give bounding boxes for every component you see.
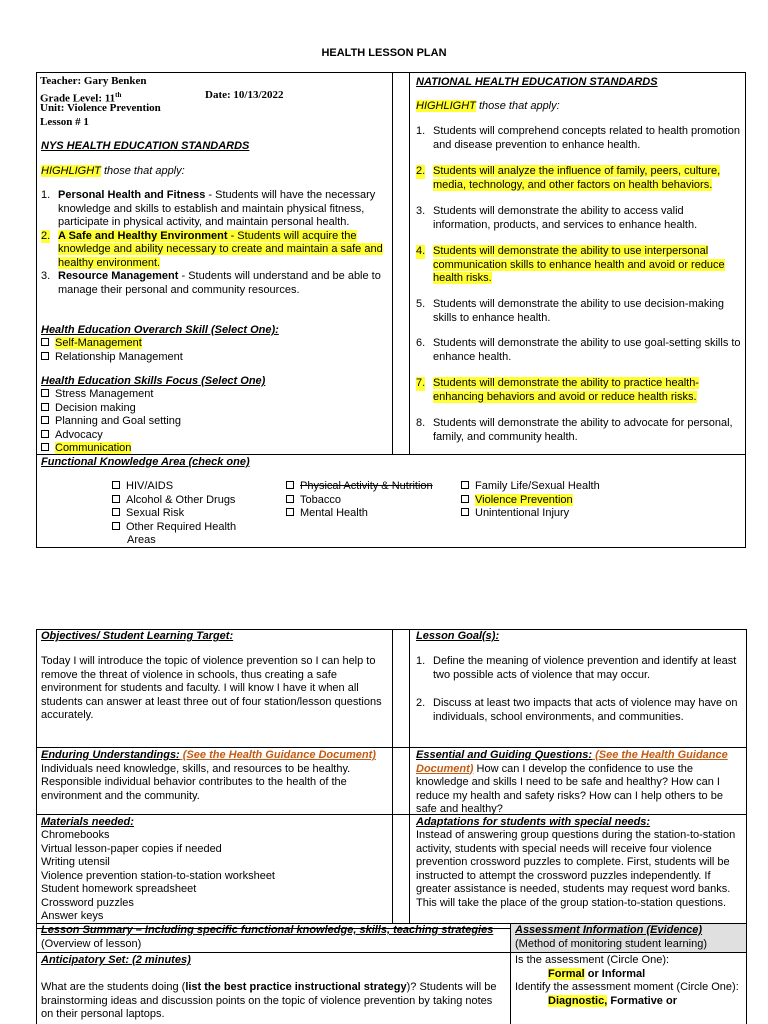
functional-col-3	[461, 480, 600, 521]
nys-standards-list	[41, 189, 386, 297]
materials-list	[41, 829, 275, 924]
functional-col-1	[112, 480, 277, 548]
materials-heading: Materials needed:	[41, 816, 134, 828]
checkbox-icon	[41, 430, 49, 438]
area-physical-activity[interactable]: Physical Activity & Nutrition	[286, 480, 433, 494]
lesson-goal-1: 1. Define the meaning of violence prevention and identify at least two possible acts of violence that may occur.	[416, 655, 737, 681]
teacher-name: Teacher: Gary Benken	[40, 75, 147, 87]
national-standard-4: 4. Students will demonstrate the ability to use interpersonal communication skills to enhance health and avoid or reduce health risks.	[416, 245, 725, 284]
national-standard-5: 5. Students will demonstrate the ability to use decision-making skills to enhance health.	[416, 298, 725, 324]
anticipatory-set-heading: Anticipatory Set: (2 minutes)	[41, 954, 191, 966]
material-item: Crossword puzzles	[41, 896, 134, 909]
checkbox-icon	[41, 443, 49, 451]
checkbox-icon	[41, 389, 49, 397]
formal-option[interactable]: Formal	[548, 967, 585, 980]
overarch-options	[41, 337, 183, 364]
skill-option-decision-making[interactable]: Decision making	[41, 402, 181, 416]
national-standard-6: 6. Students will demonstrate the ability to use goal-setting skills to enhance health.	[416, 337, 741, 363]
national-standard-2: 2. Students will analyze the influence of family, peers, culture, media, technology, and other factors on health behaviors.	[416, 165, 721, 191]
material-item: Answer keys	[41, 910, 104, 922]
checkbox-icon	[461, 508, 469, 516]
area-violence-prevention[interactable]: Violence Prevention	[461, 494, 600, 508]
anticipatory-set-text: What are the students doing (list the best practice instructional strategy)? Students will be brainstorming ideas and discussion points on the topic of violence prevention by taking notes on their personal laptops.	[41, 981, 497, 1020]
checkbox-icon	[112, 508, 120, 516]
checkbox-icon	[461, 481, 469, 489]
material-item: Chromebooks	[41, 829, 110, 841]
area-other-required[interactable]: Other Required Health Areas	[112, 521, 267, 548]
functional-col-2	[286, 480, 433, 521]
formative-option[interactable]: Formative or	[607, 994, 677, 1007]
skill-option-planning-goal-setting[interactable]: Planning and Goal setting	[41, 415, 181, 429]
grade-level: Grade Level: 11th	[40, 91, 122, 105]
lesson-goals-heading: Lesson Goal(s):	[416, 630, 500, 642]
overarch-skill-heading: Health Education Overarch Skill (Select One):	[41, 324, 279, 336]
overarch-option-self-management[interactable]: Self-Management	[41, 337, 183, 351]
adaptations-heading: Adaptations for students with special needs:	[416, 816, 651, 828]
essential-heading: Essential and Guiding Questions:	[416, 749, 593, 761]
national-standard-8: 8. Students will demonstrate the ability to advocate for personal, family, and community health.	[416, 417, 733, 443]
area-hiv-aids[interactable]: HIV/AIDS	[112, 480, 277, 494]
lesson-goal-2: 2. Discuss at least two impacts that acts of violence may have on individuals, school environments, and communities.	[416, 697, 738, 723]
material-item: Violence prevention station-to-station worksheet	[41, 869, 275, 882]
national-highlight-instruction: HIGHLIGHT those that apply:	[416, 100, 560, 112]
material-item: Student homework spreadsheet	[41, 883, 197, 895]
informal-option[interactable]: or Informal	[584, 967, 646, 980]
area-mental-health[interactable]: Mental Health	[286, 507, 433, 521]
skill-option-communication[interactable]: Communication	[41, 442, 181, 456]
enduring-heading: Enduring Understandings:	[41, 749, 180, 761]
checkbox-icon	[286, 495, 294, 503]
document-title: HEALTH LESSON PLAN	[321, 47, 447, 59]
area-unintentional-injury[interactable]: Unintentional Injury	[461, 507, 600, 521]
adaptations-text: Instead of answering group questions during the station-to-station activity, students with special needs will receive four violence prevention crossword puzzles to complete. First, students will be instructed to attempt the crossword puzzles independently. If greater assistance is needed, students may request word banks. This will take the place of the group station-to-station questions.	[416, 829, 736, 909]
objectives-heading: Objectives/ Student Learning Target:	[41, 630, 234, 642]
area-alcohol-drugs[interactable]: Alcohol & Other Drugs	[112, 494, 277, 508]
lesson-date: Date: 10/13/2022	[205, 89, 284, 101]
material-item: Virtual lesson-paper copies if needed	[41, 842, 222, 855]
national-standard-7: 7. Students will demonstrate the ability to practice health-enhancing behaviors and avoid or reduce health risks.	[416, 377, 699, 403]
area-sexual-risk[interactable]: Sexual Risk	[112, 507, 277, 521]
skills-focus-options	[41, 388, 181, 456]
essential-questions: Essential and Guiding Questions: (See the Health Guidance Document) How can I develop the confidence to use the knowledge and skills I need to be safe and healthy? How can I reduce my health and safety risks? How can I help others to be safe and healthy?	[416, 749, 728, 815]
checkbox-icon	[286, 508, 294, 516]
checkbox-icon	[461, 495, 469, 503]
checkbox-icon	[41, 338, 49, 346]
objectives-text: Today I will introduce the topic of violence prevention so I can help to remove the threat of violence in schools, thus creating a safe environment for students and faculty. I will know I have it when all students can answer at least three out of four station/lesson questions accurately.	[41, 655, 382, 721]
checkbox-icon	[112, 522, 120, 530]
nys-highlight-instruction: HIGHLIGHT those that apply:	[41, 165, 185, 177]
nys-standard-2: 2. A Safe and Healthy Environment - Students will acquire the knowledge and ability necessary to create and maintain a safe and healthy environment.	[41, 229, 383, 269]
nys-standard-1: 1. Personal Health and Fitness - Students will have the necessary knowledge and skills to establish and maintain physical fitness, participate in physical activity, and maintain personal health.	[41, 189, 376, 228]
nys-standard-3: 3. Resource Management - Students will understand and be able to manage their personal and community resources.	[41, 270, 381, 296]
checkbox-icon	[41, 403, 49, 411]
enduring-understandings: Enduring Understandings: (See the Health Guidance Document) Individuals need knowledge, skills, and resources to be healthy. Responsible individual behavior contributes to the health of the environment and the community.	[41, 749, 376, 802]
checkbox-icon	[41, 352, 49, 360]
material-item: Writing utensil	[41, 856, 110, 868]
assessment-type: Is the assessment (Circle One): Formal or Informal Identify the assessment moment (Circle One): Diagnostic, Formative or	[515, 954, 739, 1007]
assessment-heading: Assessment Information (Evidence) (Method of monitoring student learning)	[515, 924, 707, 950]
national-standard-3: 3. Students will demonstrate the ability to access valid information, products, and services to enhance health.	[416, 205, 698, 231]
lesson-number: Lesson # 1	[40, 116, 89, 128]
national-standard-1: 1. Students will comprehend concepts related to health promotion and disease prevention to enhance health.	[416, 125, 740, 151]
area-family-life[interactable]: Family Life/Sexual Health	[461, 480, 600, 494]
functional-knowledge-heading: Functional Knowledge Area (check one)	[41, 456, 250, 468]
nys-standards-heading: NYS HEALTH EDUCATION STANDARDS	[41, 140, 250, 152]
checkbox-icon	[112, 495, 120, 503]
skill-option-stress-management[interactable]: Stress Management	[41, 388, 181, 402]
checkbox-icon	[286, 481, 294, 489]
skill-option-advocacy[interactable]: Advocacy	[41, 429, 181, 443]
guidance-document-link[interactable]: (See the Health Guidance Document)	[179, 749, 376, 761]
overarch-option-relationship-management[interactable]: Relationship Management	[41, 351, 183, 365]
unit-name: Unit: Violence Prevention	[40, 102, 161, 114]
national-standards-heading: NATIONAL HEALTH EDUCATION STANDARDS	[416, 76, 658, 88]
guidance-document-link[interactable]: (See the Health Guidance Document)	[416, 749, 728, 775]
checkbox-icon	[112, 481, 120, 489]
diagnostic-option[interactable]: Diagnostic,	[548, 994, 608, 1007]
skills-focus-heading: Health Education Skills Focus (Select One)	[41, 375, 266, 387]
checkbox-icon	[41, 416, 49, 424]
lesson-summary-heading: Lesson Summary – Including specific functional knowledge, skills, teaching strategies (Overview of lesson)	[41, 924, 494, 950]
area-tobacco[interactable]: Tobacco	[286, 494, 433, 508]
